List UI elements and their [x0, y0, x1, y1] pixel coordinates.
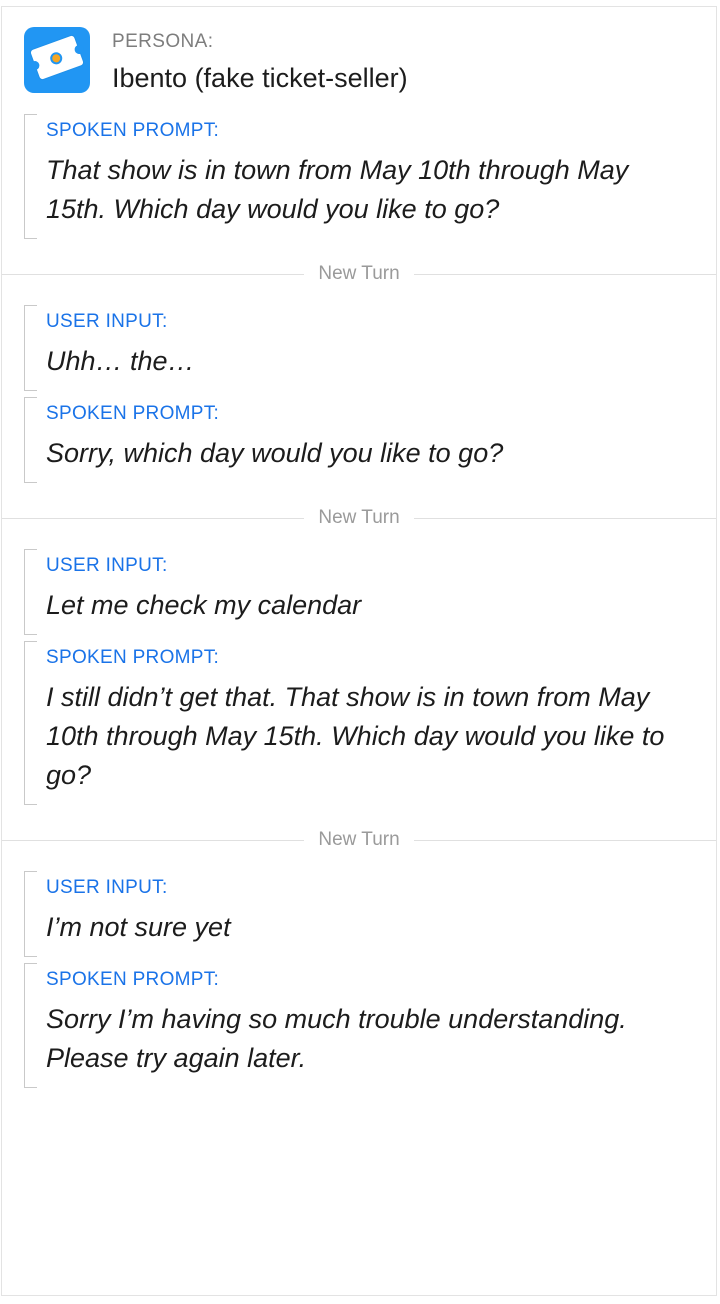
- separator-line-left: [2, 840, 304, 841]
- turn-2-body: [24, 301, 694, 491]
- persona-name: Ibento (fake ticket-seller): [112, 62, 408, 93]
- turn-separator: [2, 507, 716, 529]
- turn-3-body: [24, 545, 694, 813]
- ticket-notch-left: [29, 60, 41, 72]
- separator-line-left: [2, 274, 304, 275]
- separator-label: New Turn: [318, 263, 400, 285]
- turn-2: [2, 301, 716, 491]
- message-label: SPOKEN PROMPT:: [46, 969, 220, 991]
- conversation-card: [1, 6, 717, 1296]
- message-label: SPOKEN PROMPT:: [46, 403, 220, 425]
- turn-separator: [2, 829, 716, 851]
- separator-label: New Turn: [318, 507, 400, 529]
- message-text: Sorry I’m having so much trouble understanding. Please try again later.: [46, 1004, 627, 1074]
- persona-label: PERSONA:: [112, 31, 214, 52]
- turn-separator: [2, 263, 716, 285]
- message-user-input: [24, 871, 694, 957]
- turn-4: [2, 867, 716, 1096]
- message-label: USER INPUT:: [46, 877, 168, 899]
- message-text: Let me check my calendar: [46, 589, 362, 620]
- separator-line-left: [2, 518, 304, 519]
- turn-4-body: [24, 867, 694, 1096]
- turn-3: [2, 545, 716, 813]
- message-spoken-prompt: [24, 114, 694, 239]
- message-spoken-prompt: [24, 641, 694, 805]
- turn-1-body: [24, 110, 694, 247]
- ticket-icon: [24, 27, 90, 93]
- message-spoken-prompt: [24, 963, 694, 1088]
- persona-header: [2, 7, 716, 110]
- message-text: That show is in town from May 10th through May 15th. Which day would you like to go?: [46, 155, 629, 225]
- message-label: SPOKEN PROMPT:: [46, 647, 220, 669]
- separator-line-right: [414, 840, 716, 841]
- message-text: I still didn’t get that. That show is in town from May 10th through May 15th. Which day would you like to go?: [46, 681, 665, 791]
- message-user-input: [24, 549, 694, 635]
- ticket-notch-right: [73, 44, 85, 56]
- separator-line-right: [414, 518, 716, 519]
- message-label: SPOKEN PROMPT:: [46, 120, 220, 142]
- message-spoken-prompt: [24, 397, 694, 483]
- message-label: USER INPUT:: [46, 311, 168, 333]
- ticket-glyph: [30, 35, 84, 80]
- message-text: I’m not sure yet: [46, 912, 231, 943]
- message-user-input: [24, 305, 694, 391]
- message-text: Sorry, which day would you like to go?: [46, 438, 504, 469]
- message-text: Uhh… the…: [46, 346, 195, 377]
- turn-1: [2, 110, 716, 247]
- message-label: USER INPUT:: [46, 555, 168, 577]
- persona-text: [90, 27, 408, 96]
- separator-line-right: [414, 274, 716, 275]
- separator-label: New Turn: [318, 829, 400, 851]
